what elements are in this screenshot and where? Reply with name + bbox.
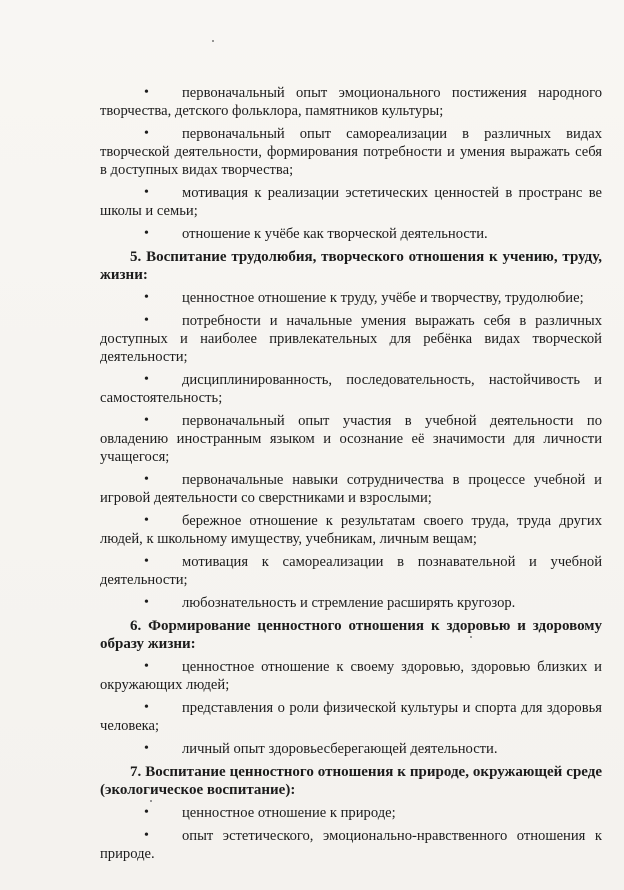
- scan-speck: [470, 636, 472, 638]
- list-item: [100, 827, 602, 863]
- bullet-icon: •: [144, 372, 149, 387]
- list-item: [100, 553, 602, 589]
- list-item: [100, 225, 602, 243]
- list-item-text: бережное отношение к результатам своего труда, труда других людей, к школьному имуществу, учебникам, личным вещам;: [100, 513, 602, 547]
- bullet-icon: •: [144, 226, 149, 241]
- list-item: [100, 471, 602, 507]
- list-item: [100, 184, 602, 220]
- list-item-text: ценностное отношение к своему здоровью, здоровью близких и окружающих людей;: [100, 659, 602, 693]
- section-heading: 5. Воспитание трудолюбия, творческого отношения к учению, труду, жизни:: [100, 249, 602, 283]
- section-heading: 7. Воспитание ценностного отношения к природе, окружающей среде (экологическое воспитание):: [100, 764, 602, 798]
- list-item: [100, 804, 602, 822]
- list-item: [100, 84, 602, 120]
- section-heading: 6. Формирование ценностного отношения к здоровью и здоровому образу жизни:: [100, 618, 602, 652]
- bullet-icon: •: [144, 126, 149, 141]
- list-item: [100, 312, 602, 366]
- list-item-text: отношение к учёбе как творческой деятельности.: [182, 226, 488, 242]
- list-item: [100, 512, 602, 548]
- list-item-text: ценностное отношение к природе;: [182, 805, 396, 821]
- scan-speck: [212, 40, 214, 42]
- list-item-text: первоначальный опыт самореализации в различных видах творческой деятельности, формирования потребности и умения выражать себя в доступных видах творчества;: [100, 126, 602, 178]
- list-item-text: любознательность и стремление расширять кругозор.: [182, 595, 516, 611]
- list-item: [100, 658, 602, 694]
- bullet-icon: •: [144, 595, 149, 610]
- scan-speck: [150, 800, 152, 802]
- list-item: [100, 740, 602, 758]
- bullet-icon: •: [144, 413, 149, 428]
- bullet-icon: •: [144, 659, 149, 674]
- bullet-icon: •: [144, 472, 149, 487]
- bullet-icon: •: [144, 290, 149, 305]
- list-item-text: представления о роли физической культуры и спорта для здоровья человека;: [100, 700, 602, 734]
- list-item-text: первоначальный опыт эмоционального постижения народного творчества, детского фольклора, памятников культуры;: [100, 85, 602, 119]
- list-item-text: первоначальный опыт участия в учебной деятельности по овладению иностранным языком и осознание её значимости для личности учащегося;: [100, 413, 602, 465]
- bullet-icon: •: [144, 828, 149, 843]
- list-item-text: опыт эстетического, эмоционально-нравственного отношения к природе.: [100, 828, 602, 862]
- list-item: [100, 371, 602, 407]
- bullet-icon: •: [144, 185, 149, 200]
- bullet-icon: •: [144, 741, 149, 756]
- bullet-icon: •: [144, 700, 149, 715]
- list-item-text: личный опыт здоровьесберегающей деятельности.: [182, 741, 498, 757]
- list-item-text: потребности и начальные умения выражать себя в различных доступных и наиболее привлекательных для ребёнка видах творческой деятельности;: [100, 313, 602, 365]
- list-item: [100, 699, 602, 735]
- list-item: [100, 289, 602, 307]
- list-item: [100, 125, 602, 179]
- bullet-icon: •: [144, 554, 149, 569]
- list-item: [100, 412, 602, 466]
- list-item-text: дисциплинированность, последовательность, настойчивость и самостоятельность;: [100, 372, 602, 406]
- list-item: [100, 594, 602, 612]
- list-item-text: мотивация к реализации эстетических ценностей в пространс ве школы и семьи;: [100, 185, 602, 219]
- list-item-text: мотивация к самореализации в познавательной и учебной деятельности;: [100, 554, 602, 588]
- bullet-icon: •: [144, 513, 149, 528]
- list-item-text: первоначальные навыки сотрудничества в процессе учебной и игровой деятельности со сверстниками и взрослыми;: [100, 472, 602, 506]
- bullet-icon: •: [144, 313, 149, 328]
- bullet-icon: •: [144, 85, 149, 100]
- document-body: [100, 84, 602, 868]
- list-item-text: ценностное отношение к труду, учёбе и творчеству, трудолюбие;: [182, 290, 584, 306]
- bullet-icon: •: [144, 805, 149, 820]
